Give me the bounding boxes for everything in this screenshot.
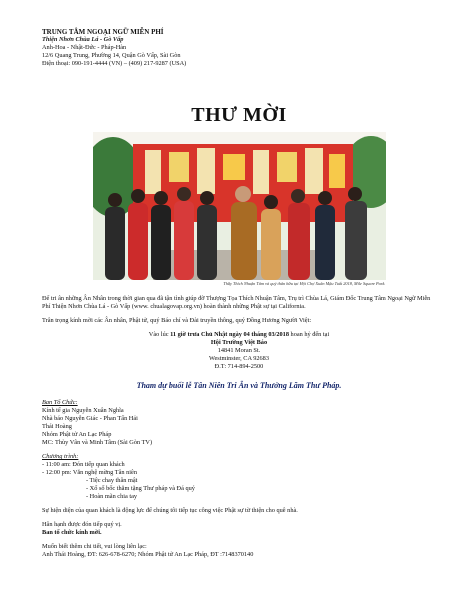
signature-line: Ban tổ chức kính mời. [42,529,102,536]
organizer-line: Nhà báo Nguyễn Giác - Phan Tấn Hải [42,415,138,422]
organizer-line: Kính tế gia Nguyễn Xuân Nghĩa [42,407,124,414]
organizers-section [42,399,436,447]
program-label: Chương trình: [42,453,79,460]
event-headline: Tham dự buổi lễ Tân Niên Tri Ân và Thưởng Lãm Thư Pháp. [136,381,342,390]
program-subline: - Tiệc chay thân mật [86,477,138,484]
event-time [42,331,436,339]
org-name: TRUNG TÂM NGOẠI NGỮ MIỄN PHÍ [42,28,164,36]
program-line: - 12:00 pm: Văn nghệ mừng Tân niên [42,469,137,476]
intro-paragraph: Để tri ân những Ân Nhân trong thời gian qua đã tận tình giúp đỡ Thượng Tọa Thích Nhuận Tâm, Trụ trì Chùa Lá, Giám Đốc Trung Tâm Ngoại Ngữ Miễn Phí Thiện Nhơn Chùa Lá - Gò Vấp (www. chualagovap.org.vn) hoàn thành những Phật sự tại California. [42,295,431,310]
welcome-line: Hân hạnh được đón tiếp quý vị. [42,521,122,528]
organizer-line: Nhóm Phật tử An Lạc Pháp [42,431,112,438]
program-subline: - Hoàn mãn chia tay [86,493,138,500]
group-photo [93,132,386,280]
program-subline: - Xổ số bốc thăm tặng Thư pháp và Đá quý [86,485,195,492]
program-line: - 11:00 am: Đón tiếp quan khách [42,461,125,468]
letterhead [42,28,436,68]
organizers-label: Ban Tổ Chức: [42,399,78,406]
org-phone: Điện thoại: 090-191-4444 (VN) – (409) 217-9287 (USA) [42,60,187,67]
event-time-prefix: Vào lúc [148,331,171,338]
presence-line: Sự hiện diện của quan khách là động lực để chúng tôi tiếp tục công việc Phật sự từ thiện cho quê nhà. [42,507,298,514]
org-address: 12/6 Quang Trung, Phường 14, Quận Gò Vấp, Sài Gòn [42,52,181,59]
event-time-suffix: hoan hỷ đến tại [288,331,330,338]
group-photo-illustration [93,132,386,280]
event-details [42,331,436,371]
letter-title: THƯ MỜI [191,104,287,126]
event-venue: Hội Trường Việt Báo [210,339,268,346]
program-section [42,453,436,501]
contact-line: Anh Thái Hoàng, ĐT: 626-678-6270; Nhóm Phật tử An Lạc Pháp, ĐT :7148370140 [42,551,254,558]
event-street: 14841 Moran St. [217,347,261,354]
event-city: Westminster, CA 92683 [209,355,269,362]
event-time-bold: 11 giờ trưa Chủ Nhật ngày 04 tháng 03/2018 [170,331,289,338]
org-subtitle: Thiện Nhơn Chùa Lá - Gò Vấp [42,36,124,43]
closing-section [42,507,436,559]
invite-paragraph: Trân trọng kính mời các Ân nhân, Phật tử, quý Báo chí và Đài truyền thông, quý Đồng Hương Người Việt: [42,317,312,324]
languages-offered: Anh-Hoa - Nhật-Đức - Pháp-Hàn [42,44,127,51]
organizer-line: Thái Hoàng [42,423,72,430]
organizer-line: MC: Thùy Vân và Minh Tâm (Sài Gòn TV) [42,439,153,446]
contact-label: Muốn biết thêm chi tiết, vui lòng liên lạc: [42,543,147,550]
event-phone: Đ.T: 714-894-2500 [214,363,264,370]
photo-caption: Thầy Thích Nhuận Tâm và quý thân hữu tại Hội Chợ Xuân Mậu Tuất 2018, Mile Square Park. [223,281,386,286]
